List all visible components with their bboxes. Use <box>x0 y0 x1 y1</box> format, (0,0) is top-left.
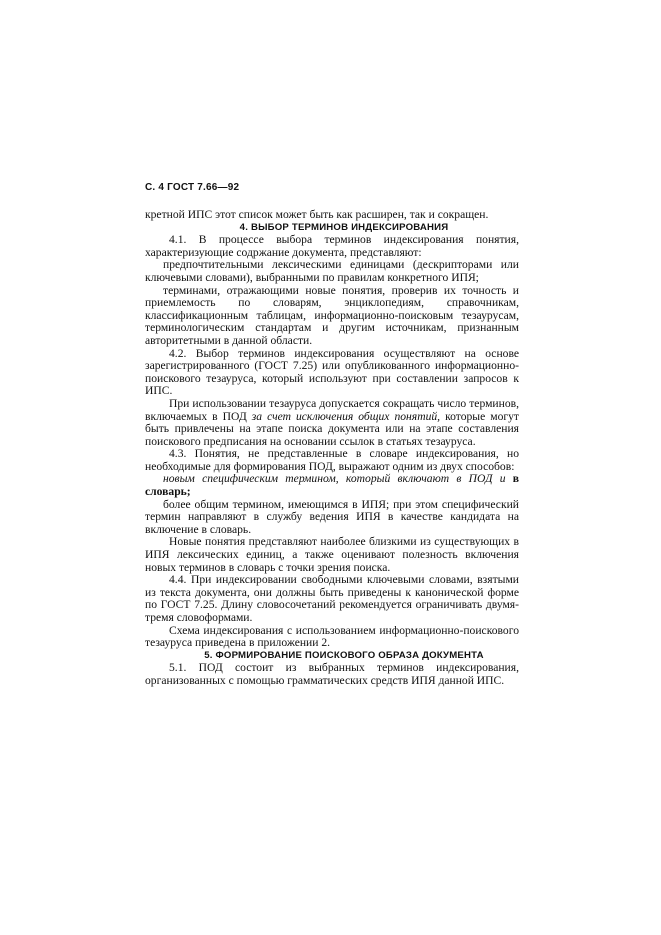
paragraph-4-3: 4.3. Понятия, не представленные в словаре индексирования, но необходимые для формирования ПОД, выражают одним из двух способов: <box>145 447 519 473</box>
paragraph-5-1: 5.1. ПОД состоит из выбранных терминов индексирования, организованных с помощью грамматических средств ИПЯ данной ИПС. <box>145 661 519 687</box>
paragraph-4-1-item-a: предпочтительными лексическими единицами (дескрипторами или ключевыми словами), выбранными по правилам конкретного ИПЯ; <box>145 258 519 284</box>
document-body <box>145 209 519 688</box>
paragraph-4-1: 4.1. В процессе выбора терминов индексирования понятия, характеризующие содржание документа, представляют: <box>145 233 519 259</box>
page-header: С. 4 ГОСТ 7.66—92 <box>145 182 240 193</box>
paragraph-4-3-item-a-emphasis: новым специфическим термином, который включают в ПОД и <box>163 472 506 486</box>
paragraph-4-3-item-a-bold: в словарь; <box>145 472 519 499</box>
section-5-heading: 5. ФОРМИРОВАНИЕ ПОИСКОВОГО ОБРАЗА ДОКУМЕНТА <box>204 649 484 661</box>
paragraph-scheme: Схема индексирования с использованием информационно-поискового тезауруса приведена в приложении 2. <box>145 623 519 650</box>
paragraph-4-1-item-b: терминами, отражающими новые понятия, проверив их точность и приемлемость по словарям, энциклопедиям, справочникам, классификационным таблицам, информационно-поисковым тезаурусам, терминологическим стандартам и другим источникам, признанным авторитетными в данной области. <box>145 283 519 347</box>
paragraph-4-2-thesaurus-start: При использовании тезауруса допускается сокращать число терминов, включаемых в ПОД <box>145 396 519 423</box>
paragraph-4-2: 4.2. Выбор терминов индексирования осуществляют на основе зарегистрированного (ГОСТ 7.25) или опубликованного информационно-поискового тезауруса, который используют при составлении запросов к ИПС. <box>145 346 519 398</box>
paragraph-4-3-item-a <box>145 473 519 498</box>
paragraph-4-3-new-concepts: Новые понятия представляют наиболее близкими из существующих в ИПЯ лексических единиц, а также оценивают полезность включения новых терминов в словарь с точки зрения поиска. <box>145 535 519 574</box>
paragraph-4-2-thesaurus-emphasis: за счет исключения общих понятий, <box>251 409 441 423</box>
paragraph-4-4: 4.4. При индексировании свободными ключевыми словами, взятыми из текста документа, они должны быть приведены к канонической форме по ГОСТ 7.25. Длину словосочетаний рекомендуется ограничивать двумя-тремя словоформами. <box>145 573 519 624</box>
paragraph-4-3-item-b: более общим термином, имеющимся в ИПЯ; при этом специфический термин направляют в службу ведения ИПЯ в качестве кандидата на включение в словарь. <box>145 497 519 536</box>
paragraph-4-2-thesaurus <box>145 398 519 448</box>
paragraph-4-2-thesaurus-end: которые могут быть привлечены на этапе поиска документа или на этапе составления поискового предписания на основании ссылок в статьях тезауруса. <box>145 409 519 448</box>
continued-paragraph: кретной ИПС этот список может быть как расширен, так и сокращен. <box>145 208 489 221</box>
section-4-heading: 4. ВЫБОР ТЕРМИНОВ ИНДЕКСИРОВАНИЯ <box>239 221 449 233</box>
